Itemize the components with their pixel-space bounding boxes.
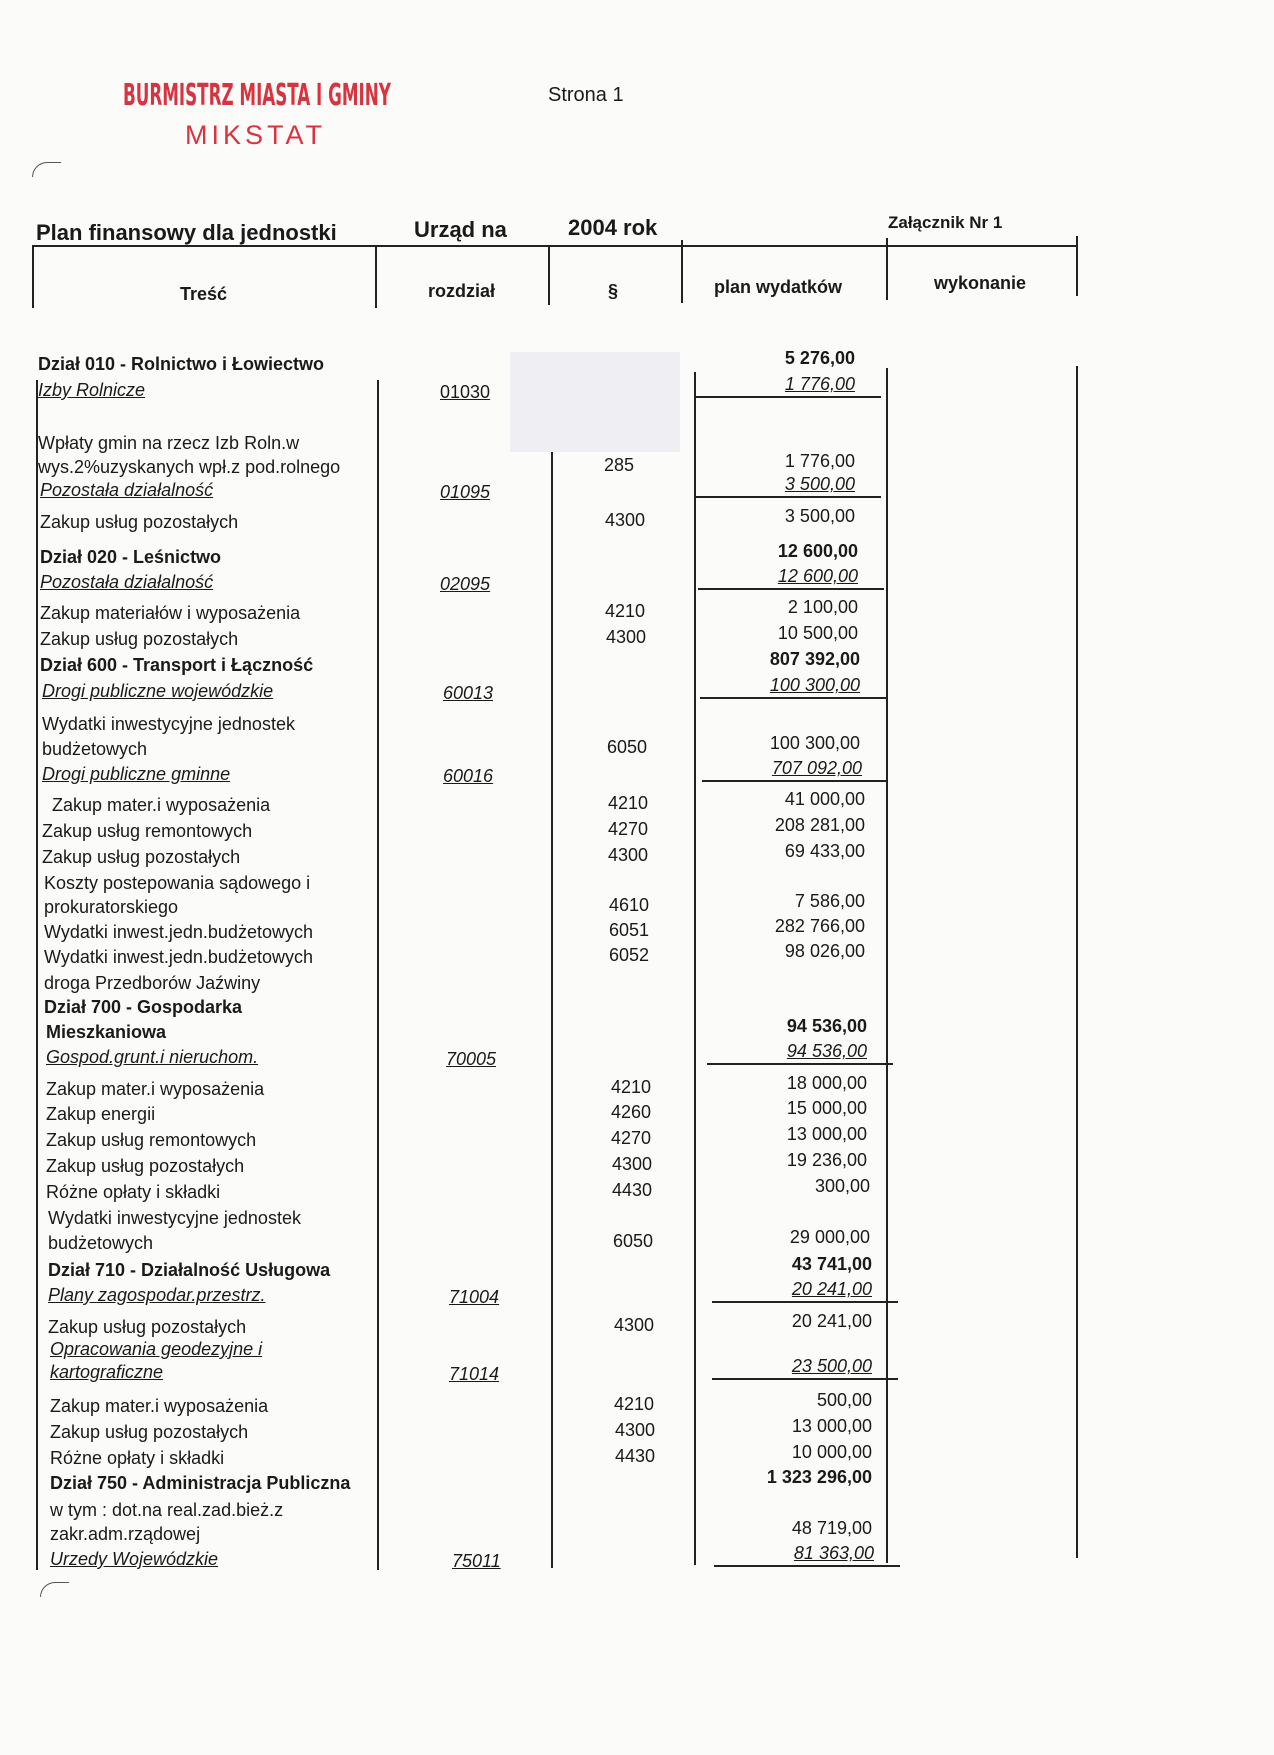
subtotal-line xyxy=(695,396,881,398)
stamp-line-1: BURMISTRZ MIASTA I GMINY xyxy=(123,78,391,113)
row-amount: 100 300,00 xyxy=(769,675,860,695)
header-top-line xyxy=(32,245,1078,247)
row-amount: 18 000,00 xyxy=(786,1073,867,1093)
row-text: Opracowania geodezyjne i xyxy=(50,1339,263,1359)
row-amount: 3 500,00 xyxy=(784,506,855,526)
row-amount: 208 281,00 xyxy=(774,815,865,835)
row-text: Zakup mater.i wyposażenia xyxy=(52,795,271,815)
col-header-tresc: Treść xyxy=(180,284,228,304)
col-border-left xyxy=(32,245,34,308)
row-text: Zakup energii xyxy=(46,1104,156,1124)
row-amount: 19 236,00 xyxy=(786,1150,867,1170)
row-text: wys.2%uzyskanych wpł.z pod.rolnego xyxy=(38,457,341,477)
row-amount: 10 000,00 xyxy=(791,1442,872,1462)
row-text: Drogi publiczne gminne xyxy=(42,764,231,784)
row-paragraf: 4210 xyxy=(611,1077,652,1097)
col-border-right xyxy=(1076,236,1078,296)
row-amount: 12 600,00 xyxy=(777,541,858,561)
row-amount: 13 000,00 xyxy=(786,1124,867,1144)
row-rozdzial: 02095 xyxy=(440,574,491,594)
row-text: Zakup usług remontowych xyxy=(42,821,253,841)
row-text: Wydatki inwest.jedn.budżetowych xyxy=(44,922,313,942)
row-amount: 500,00 xyxy=(816,1390,872,1410)
row-text: Zakup usług pozostałych xyxy=(42,847,241,867)
row-text: Dział 710 - Działalność Usługowa xyxy=(48,1260,331,1280)
row-amount: 81 363,00 xyxy=(793,1543,874,1563)
row-paragraf: 4300 xyxy=(614,1315,655,1335)
row-amount: 41 000,00 xyxy=(784,789,865,809)
row-text: Dział 750 - Administracja Publiczna xyxy=(50,1473,351,1493)
row-rozdzial: 60016 xyxy=(443,766,494,786)
row-rozdzial: 60013 xyxy=(443,683,494,703)
subtotal-line xyxy=(698,588,884,590)
row-amount: 5 276,00 xyxy=(784,348,855,368)
row-text: budżetowych xyxy=(48,1233,154,1253)
body-border-right xyxy=(1076,366,1078,1558)
row-amount: 7 586,00 xyxy=(794,891,865,911)
col-border-1 xyxy=(375,245,377,308)
body-border-2 xyxy=(551,376,553,1568)
row-amount: 707 092,00 xyxy=(771,758,862,778)
row-text: kartograficzne xyxy=(50,1362,164,1382)
row-text: Gospod.grunt.i nieruchom. xyxy=(46,1047,259,1067)
row-amount: 94 536,00 xyxy=(786,1016,867,1036)
row-text: Zakup mater.i wyposażenia xyxy=(46,1079,265,1099)
col-header-rozdzial: rozdział xyxy=(428,281,496,301)
row-amount: 300,00 xyxy=(814,1176,870,1196)
row-paragraf: 4300 xyxy=(606,627,647,647)
row-amount: 3 500,00 xyxy=(784,474,855,494)
subtotal-line xyxy=(712,1301,898,1303)
row-rozdzial: 71014 xyxy=(449,1364,500,1384)
subtotal-line xyxy=(700,697,886,699)
page-label: Strona 1 xyxy=(548,84,624,106)
body-border-4 xyxy=(886,368,888,1563)
col-border-4 xyxy=(886,238,888,300)
row-text: Wydatki inwestycyjne jednostek xyxy=(48,1208,301,1228)
row-paragraf: 4300 xyxy=(605,510,646,530)
row-rozdzial: 01095 xyxy=(440,482,491,502)
row-amount: 69 433,00 xyxy=(784,841,865,861)
row-amount: 29 000,00 xyxy=(789,1227,870,1247)
row-amount: 98 026,00 xyxy=(784,941,865,961)
row-rozdzial: 01030 xyxy=(440,382,491,402)
row-text: Wydatki inwestycyjne jednostek xyxy=(42,714,295,734)
row-text: Różne opłaty i składki xyxy=(46,1182,221,1202)
row-paragraf: 6050 xyxy=(607,737,648,757)
row-paragraf: 6052 xyxy=(609,945,650,965)
row-amount: 15 000,00 xyxy=(786,1098,867,1118)
row-paragraf: 4300 xyxy=(608,845,649,865)
row-text: Pozostała działalność xyxy=(40,572,214,592)
subtotal-line xyxy=(695,496,881,498)
row-text: budżetowych xyxy=(42,739,148,759)
stamp-line-2: MIKSTAT xyxy=(185,120,326,150)
row-paragraf: 4270 xyxy=(608,819,649,839)
row-amount: 10 500,00 xyxy=(777,623,858,643)
row-text: Zakup usług pozostałych xyxy=(40,629,239,649)
row-text: Różne opłaty i składki xyxy=(50,1448,225,1468)
row-text: w tym : dot.na real.zad.bież.z xyxy=(50,1500,284,1520)
year-label: 2004 rok xyxy=(568,215,658,240)
row-text: prokuratorskiego xyxy=(44,897,179,917)
row-amount: 807 392,00 xyxy=(769,649,860,669)
row-text: droga Przedborów Jaźwiny xyxy=(44,973,261,993)
row-text: Mieszkaniowa xyxy=(46,1022,167,1042)
row-amount: 43 741,00 xyxy=(791,1254,872,1274)
row-text: Zakup usług pozostałych xyxy=(50,1422,249,1442)
row-amount: 48 719,00 xyxy=(791,1518,872,1538)
doc-title: Plan finansowy dla jednostki xyxy=(36,220,337,245)
body-border-left xyxy=(36,380,38,1570)
row-amount: 2 100,00 xyxy=(787,597,858,617)
body-border-1 xyxy=(377,380,379,1570)
subtotal-line xyxy=(714,1565,900,1567)
row-text: Dział 700 - Gospodarka xyxy=(44,997,243,1017)
row-amount: 23 500,00 xyxy=(791,1356,872,1376)
row-amount: 20 241,00 xyxy=(791,1279,872,1299)
row-text: Zakup mater.i wyposażenia xyxy=(50,1396,269,1416)
row-rozdzial: 71004 xyxy=(449,1287,500,1307)
subtotal-line xyxy=(712,1378,898,1380)
row-text: Zakup materiałów i wyposażenia xyxy=(40,603,301,623)
row-paragraf: 4300 xyxy=(612,1154,653,1174)
row-amount: 282 766,00 xyxy=(774,916,865,936)
col-border-2 xyxy=(548,245,550,305)
row-text: Zakup usług pozostałych xyxy=(46,1156,245,1176)
row-text: Koszty postepowania sądowego i xyxy=(44,873,311,893)
row-amount: 1 776,00 xyxy=(784,451,855,471)
row-paragraf: 4210 xyxy=(608,793,649,813)
row-paragraf: 4610 xyxy=(609,895,650,915)
row-amount: 13 000,00 xyxy=(791,1416,872,1436)
row-amount: 12 600,00 xyxy=(777,566,858,586)
row-paragraf: 4300 xyxy=(615,1420,656,1440)
row-text: Dział 020 - Leśnictwo xyxy=(40,547,222,567)
unit-label: Urząd na xyxy=(414,217,507,242)
row-text: zakr.adm.rządowej xyxy=(50,1524,201,1544)
row-text: Zakup usług pozostałych xyxy=(40,512,239,532)
col-header-plan: plan wydatków xyxy=(714,277,843,297)
row-paragraf: 6050 xyxy=(613,1231,654,1251)
subtotal-line xyxy=(707,1063,893,1065)
row-text: Dział 600 - Transport i Łączność xyxy=(40,655,314,675)
row-rozdzial: 75011 xyxy=(452,1551,501,1571)
row-paragraf: 285 xyxy=(604,455,635,475)
row-text: Izby Rolnicze xyxy=(38,380,146,400)
row-text: Plany zagospodar.przestrz. xyxy=(48,1285,266,1305)
row-text: Wydatki inwest.jedn.budżetowych xyxy=(44,947,313,967)
row-text: Dział 010 - Rolnictwo i Łowiectwo xyxy=(38,354,325,374)
row-paragraf: 6051 xyxy=(609,920,650,940)
row-paragraf: 4270 xyxy=(611,1128,652,1148)
punch-mark-bottom xyxy=(40,1582,69,1597)
row-paragraf: 4430 xyxy=(615,1446,656,1466)
row-paragraf: 4260 xyxy=(611,1102,652,1122)
row-amount: 1 323 296,00 xyxy=(766,1467,872,1487)
punch-mark-top xyxy=(32,162,61,177)
row-text: Zakup usług remontowych xyxy=(46,1130,257,1150)
row-text: Pozostała działalność xyxy=(40,480,214,500)
row-amount: 1 776,00 xyxy=(784,374,855,394)
row-text: Urzedy Wojewódzkie xyxy=(50,1549,219,1569)
row-paragraf: 4210 xyxy=(605,601,646,621)
col-header-wykonanie: wykonanie xyxy=(934,273,1027,293)
row-amount: 94 536,00 xyxy=(786,1041,867,1061)
row-amount: 20 241,00 xyxy=(791,1311,872,1331)
row-amount: 100 300,00 xyxy=(769,733,860,753)
row-paragraf: 4430 xyxy=(612,1180,653,1200)
row-paragraf: 4210 xyxy=(614,1394,655,1414)
subtotal-line xyxy=(702,780,888,782)
row-rozdzial: 70005 xyxy=(446,1049,497,1069)
col-header-paragraf: § xyxy=(608,281,619,301)
row-text: Drogi publiczne wojewódzkie xyxy=(42,681,274,701)
attachment-label: Załącznik Nr 1 xyxy=(888,213,1003,232)
row-text: Wpłaty gmin na rzecz Izb Roln.w xyxy=(38,433,300,453)
col-border-3 xyxy=(681,240,683,303)
row-text: Zakup usług pozostałych xyxy=(48,1317,247,1337)
